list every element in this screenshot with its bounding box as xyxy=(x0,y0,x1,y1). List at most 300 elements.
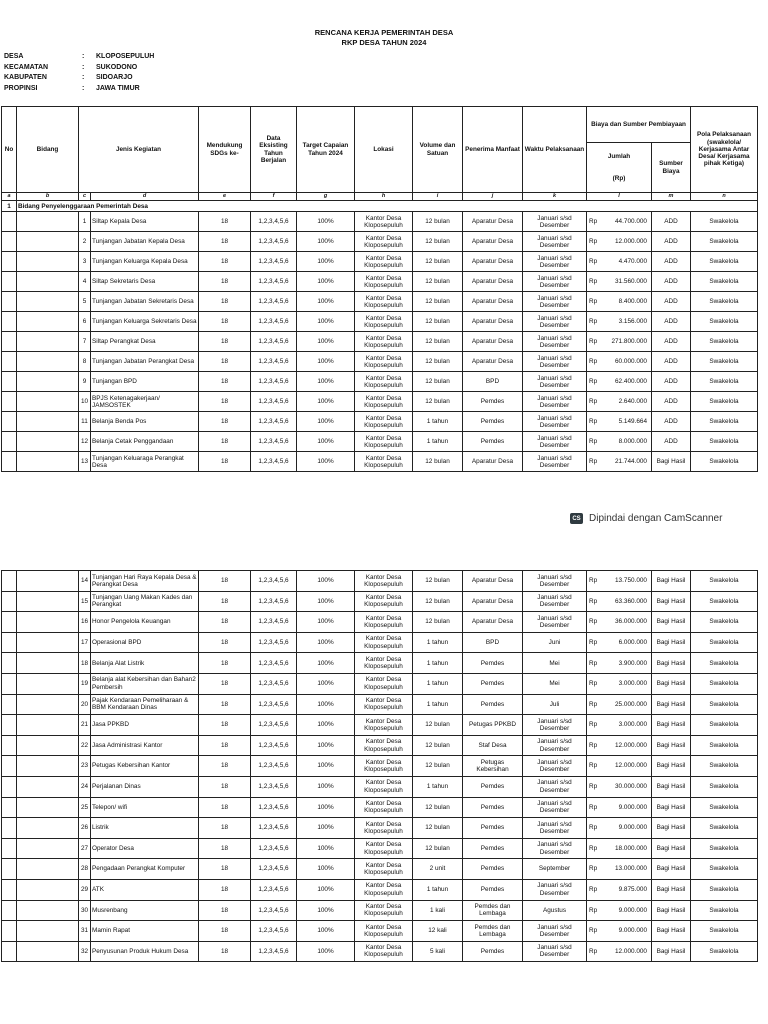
cell-target: 100% xyxy=(297,879,355,900)
col-letter: b xyxy=(17,193,79,201)
col-header-lokasi: Lokasi xyxy=(355,107,413,193)
document-subtitle: RKP DESA TAHUN 2024 xyxy=(341,38,427,47)
cell-jumlah: 5.149.664 xyxy=(601,412,652,432)
cell-pola: Swakelola xyxy=(691,432,758,452)
table-row xyxy=(2,212,758,232)
cell-penerima: Aparatur Desa xyxy=(463,292,523,312)
cell-currency: Rp xyxy=(587,452,601,472)
cell-item-number: 1 xyxy=(79,212,91,232)
meta-value: JAWA TIMUR xyxy=(96,84,140,92)
cell-jenis-kegiatan: Pengadaan Perangkat Komputer xyxy=(91,859,199,880)
cell-penerima: BPD xyxy=(463,372,523,392)
cell-bidang xyxy=(17,292,79,312)
cell-penerima: Pemdes dan Lembaga xyxy=(463,900,523,921)
cell-item-number: 2 xyxy=(79,232,91,252)
cell-lokasi: Kantor Desa Kloposepuluh xyxy=(355,212,413,232)
cell-pola: Swakelola xyxy=(691,900,758,921)
cell-waktu: Januari s/sd Desember xyxy=(523,921,587,942)
cell-volume: 12 bulan xyxy=(413,332,463,352)
table-row xyxy=(2,252,758,272)
cell-item-number: 19 xyxy=(79,673,91,694)
cell-currency: Rp xyxy=(587,900,601,921)
cell-bidang xyxy=(17,941,79,962)
cell-penerima: Pemdes xyxy=(463,694,523,715)
cell-penerima: Aparatur Desa xyxy=(463,332,523,352)
camscanner-icon: CS xyxy=(570,513,583,524)
cell-lokasi: Kantor Desa Kloposepuluh xyxy=(355,715,413,736)
cell-jumlah: 21.744.000 xyxy=(601,452,652,472)
cell-penerima: Pemdes xyxy=(463,859,523,880)
cell-jenis-kegiatan: Tunjangan BPD xyxy=(91,372,199,392)
meta-label: KABUPATEN xyxy=(4,74,47,81)
cell-waktu: Januari s/sd Desember xyxy=(523,292,587,312)
cell-pola: Swakelola xyxy=(691,673,758,694)
cell-sdgs: 18 xyxy=(199,352,251,372)
cell-currency: Rp xyxy=(587,612,601,633)
cell-item-number: 7 xyxy=(79,332,91,352)
cell-sdgs: 18 xyxy=(199,292,251,312)
table-row xyxy=(2,312,758,332)
cell-bidang xyxy=(17,392,79,412)
cell-no xyxy=(2,412,17,432)
cell-sdgs: 18 xyxy=(199,232,251,252)
cell-bidang xyxy=(17,818,79,839)
cell-jenis-kegiatan: Tunjangan Uang Makan Kades dan Perangkat xyxy=(91,591,199,612)
meta-label: DESA xyxy=(4,53,24,60)
cell-target: 100% xyxy=(297,392,355,412)
cell-sumber: Bagi Hasil xyxy=(652,941,691,962)
cell-waktu: Januari s/sd Desember xyxy=(523,591,587,612)
cell-penerima: Pemdes xyxy=(463,818,523,839)
cell-data-eksisting: 1,2,3,4,5,6 xyxy=(251,392,297,412)
cell-lokasi: Kantor Desa Kloposepuluh xyxy=(355,432,413,452)
cell-bidang xyxy=(17,252,79,272)
cell-target: 100% xyxy=(297,673,355,694)
cell-target: 100% xyxy=(297,591,355,612)
table-row xyxy=(2,673,758,694)
cell-sumber: ADD xyxy=(652,292,691,312)
meta-row-kabupaten xyxy=(4,73,154,84)
cell-sumber: Bagi Hasil xyxy=(652,921,691,942)
cell-pola: Swakelola xyxy=(691,272,758,292)
cell-target: 100% xyxy=(297,252,355,272)
cell-sdgs: 18 xyxy=(199,859,251,880)
cell-jenis-kegiatan: Operator Desa xyxy=(91,838,199,859)
col-header-sdgs: Mendukung SDGs ke- xyxy=(199,107,251,193)
cell-jenis-kegiatan: Penyusunan Produk Hukum Desa xyxy=(91,941,199,962)
cell-jenis-kegiatan: Tunjangan Keluarga Kepala Desa xyxy=(91,252,199,272)
cell-lokasi: Kantor Desa Kloposepuluh xyxy=(355,838,413,859)
cell-volume: 12 bulan xyxy=(413,292,463,312)
meta-value: KLOPOSEPULUH xyxy=(96,53,155,60)
cell-item-number: 30 xyxy=(79,900,91,921)
col-letter: a xyxy=(2,193,17,201)
cell-jenis-kegiatan: Belanja Benda Pos xyxy=(91,412,199,432)
cell-data-eksisting: 1,2,3,4,5,6 xyxy=(251,212,297,232)
table-row xyxy=(2,818,758,839)
cell-sdgs: 18 xyxy=(199,673,251,694)
col-header-waktu: Waktu Pelaksanaan xyxy=(523,107,587,193)
cell-lokasi: Kantor Desa Kloposepuluh xyxy=(355,452,413,472)
table-row xyxy=(2,332,758,352)
cell-bidang xyxy=(17,412,79,432)
cell-lokasi: Kantor Desa Kloposepuluh xyxy=(355,292,413,312)
cell-currency: Rp xyxy=(587,715,601,736)
cell-currency: Rp xyxy=(587,653,601,674)
cell-currency: Rp xyxy=(587,818,601,839)
col-header-data-eksisting: Data Eksisting Tahun Berjalan xyxy=(251,107,297,193)
cell-penerima: Aparatur Desa xyxy=(463,591,523,612)
cell-sdgs: 18 xyxy=(199,212,251,232)
cell-volume: 12 bulan xyxy=(413,232,463,252)
cell-item-number: 14 xyxy=(79,571,91,592)
cell-jenis-kegiatan: BPJS Ketenagakerjaan/ JAMSOSTEK xyxy=(91,392,199,412)
cell-jenis-kegiatan: Tunjangan Hari Raya Kepala Desa & Perangkat Desa xyxy=(91,571,199,592)
cell-waktu: Januari s/sd Desember xyxy=(523,212,587,232)
table-row xyxy=(2,452,758,472)
cell-sdgs: 18 xyxy=(199,838,251,859)
cell-bidang xyxy=(17,756,79,777)
cell-waktu: Mei xyxy=(523,653,587,674)
cell-volume: 12 bulan xyxy=(413,392,463,412)
cell-no xyxy=(2,372,17,392)
cell-jumlah: 6.000.000 xyxy=(601,632,652,653)
table-row xyxy=(2,735,758,756)
cell-waktu: Januari s/sd Desember xyxy=(523,941,587,962)
cell-penerima: Aparatur Desa xyxy=(463,571,523,592)
cell-currency: Rp xyxy=(587,879,601,900)
cell-penerima: Aparatur Desa xyxy=(463,312,523,332)
cell-target: 100% xyxy=(297,797,355,818)
cell-waktu: Januari s/sd Desember xyxy=(523,756,587,777)
cell-no xyxy=(2,212,17,232)
cell-waktu: Januari s/sd Desember xyxy=(523,232,587,252)
cell-lokasi: Kantor Desa Kloposepuluh xyxy=(355,312,413,332)
col-header-target: Target Capaian Tahun 2024 xyxy=(297,107,355,193)
cell-lokasi: Kantor Desa Kloposepuluh xyxy=(355,797,413,818)
cell-penerima: Petugas Kebersihan xyxy=(463,756,523,777)
cell-bidang xyxy=(17,673,79,694)
col-header-penerima: Penerima Manfaat xyxy=(463,107,523,193)
cell-volume: 12 bulan xyxy=(413,571,463,592)
cell-currency: Rp xyxy=(587,372,601,392)
cell-sumber: ADD xyxy=(652,312,691,332)
cell-item-number: 21 xyxy=(79,715,91,736)
cell-no xyxy=(2,941,17,962)
col-header-rp: (Rp) xyxy=(612,174,626,182)
location-info xyxy=(4,52,154,94)
cell-item-number: 13 xyxy=(79,452,91,472)
cell-bidang xyxy=(17,312,79,332)
cell-bidang xyxy=(17,272,79,292)
cell-sumber: ADD xyxy=(652,332,691,352)
cell-lokasi: Kantor Desa Kloposepuluh xyxy=(355,776,413,797)
cell-no xyxy=(2,452,17,472)
cell-jumlah: 30.000.000 xyxy=(601,776,652,797)
cell-currency: Rp xyxy=(587,392,601,412)
cell-volume: 1 tahun xyxy=(413,879,463,900)
cell-jenis-kegiatan: Jasa PPKBD xyxy=(91,715,199,736)
cell-no xyxy=(2,432,17,452)
cell-no xyxy=(2,735,17,756)
cell-item-number: 17 xyxy=(79,632,91,653)
table-row xyxy=(2,900,758,921)
section-row xyxy=(2,201,758,212)
table-row xyxy=(2,612,758,633)
cell-waktu: Januari s/sd Desember xyxy=(523,818,587,839)
cell-pola: Swakelola xyxy=(691,232,758,252)
cell-pola: Swakelola xyxy=(691,612,758,633)
cell-item-number: 25 xyxy=(79,797,91,818)
cell-no xyxy=(2,653,17,674)
col-letter: e xyxy=(199,193,251,201)
cell-sumber: ADD xyxy=(652,212,691,232)
cell-data-eksisting: 1,2,3,4,5,6 xyxy=(251,332,297,352)
meta-row-desa xyxy=(4,52,154,63)
col-letter: h xyxy=(355,193,413,201)
cell-sdgs: 18 xyxy=(199,412,251,432)
cell-sdgs: 18 xyxy=(199,715,251,736)
cell-no xyxy=(2,694,17,715)
cell-lokasi: Kantor Desa Kloposepuluh xyxy=(355,653,413,674)
cell-target: 100% xyxy=(297,372,355,392)
cell-data-eksisting: 1,2,3,4,5,6 xyxy=(251,632,297,653)
cell-sumber: ADD xyxy=(652,352,691,372)
cell-pola: Swakelola xyxy=(691,212,758,232)
cell-target: 100% xyxy=(297,312,355,332)
cell-penerima: Pemdes xyxy=(463,412,523,432)
cell-sdgs: 18 xyxy=(199,591,251,612)
cell-sumber: Bagi Hasil xyxy=(652,838,691,859)
cell-waktu: Januari s/sd Desember xyxy=(523,332,587,352)
cell-target: 100% xyxy=(297,432,355,452)
cell-jenis-kegiatan: Musrenbang xyxy=(91,900,199,921)
cell-jumlah: 9.875.000 xyxy=(601,879,652,900)
cell-jumlah: 18.000.000 xyxy=(601,838,652,859)
cell-sumber: ADD xyxy=(652,232,691,252)
col-letter: i xyxy=(413,193,463,201)
table-row xyxy=(2,571,758,592)
cell-target: 100% xyxy=(297,212,355,232)
cell-bidang xyxy=(17,212,79,232)
cell-no xyxy=(2,715,17,736)
cell-penerima: Aparatur Desa xyxy=(463,352,523,372)
cell-jenis-kegiatan: Tunjangan Keluaraga Perangkat Desa xyxy=(91,452,199,472)
cell-jenis-kegiatan: Operasional BPD xyxy=(91,632,199,653)
cell-currency: Rp xyxy=(587,571,601,592)
cell-sdgs: 18 xyxy=(199,653,251,674)
cell-target: 100% xyxy=(297,612,355,633)
cell-sdgs: 18 xyxy=(199,776,251,797)
cell-pola: Swakelola xyxy=(691,591,758,612)
cell-lokasi: Kantor Desa Kloposepuluh xyxy=(355,921,413,942)
cell-sumber: Bagi Hasil xyxy=(652,653,691,674)
col-header-jumlah-label: Jumlah xyxy=(607,153,631,161)
cell-pola: Swakelola xyxy=(691,694,758,715)
cell-currency: Rp xyxy=(587,232,601,252)
cell-item-number: 24 xyxy=(79,776,91,797)
table-row xyxy=(2,838,758,859)
cell-currency: Rp xyxy=(587,838,601,859)
cell-jumlah: 12.000.000 xyxy=(601,756,652,777)
cell-volume: 12 bulan xyxy=(413,797,463,818)
cell-target: 100% xyxy=(297,332,355,352)
cell-currency: Rp xyxy=(587,859,601,880)
document-title-block xyxy=(0,28,768,48)
cell-penerima: Petugas PPKBD xyxy=(463,715,523,736)
cell-data-eksisting: 1,2,3,4,5,6 xyxy=(251,653,297,674)
cell-volume: 12 bulan xyxy=(413,715,463,736)
cell-data-eksisting: 1,2,3,4,5,6 xyxy=(251,735,297,756)
cell-volume: 1 tahun xyxy=(413,673,463,694)
cell-penerima: BPD xyxy=(463,632,523,653)
cell-currency: Rp xyxy=(587,212,601,232)
cell-sdgs: 18 xyxy=(199,694,251,715)
cell-no xyxy=(2,591,17,612)
cell-waktu: Juli xyxy=(523,694,587,715)
cell-jenis-kegiatan: Belanja Cetak Penggandaan xyxy=(91,432,199,452)
cell-sdgs: 18 xyxy=(199,735,251,756)
cell-penerima: Aparatur Desa xyxy=(463,612,523,633)
meta-colon: : xyxy=(82,84,85,92)
cell-item-number: 9 xyxy=(79,372,91,392)
cell-pola: Swakelola xyxy=(691,735,758,756)
cell-volume: 12 bulan xyxy=(413,272,463,292)
cell-waktu: Januari s/sd Desember xyxy=(523,272,587,292)
cell-pola: Swakelola xyxy=(691,452,758,472)
cell-bidang xyxy=(17,571,79,592)
cell-sdgs: 18 xyxy=(199,372,251,392)
cell-target: 100% xyxy=(297,838,355,859)
cell-target: 100% xyxy=(297,352,355,372)
cell-no xyxy=(2,232,17,252)
cell-bidang xyxy=(17,694,79,715)
cell-pola: Swakelola xyxy=(691,921,758,942)
cell-waktu: Januari s/sd Desember xyxy=(523,879,587,900)
table-row xyxy=(2,797,758,818)
cell-jenis-kegiatan: Belanja alat Kebersihan dan Bahan2 Pembersih xyxy=(91,673,199,694)
cell-data-eksisting: 1,2,3,4,5,6 xyxy=(251,921,297,942)
cell-item-number: 27 xyxy=(79,838,91,859)
cell-penerima: Aparatur Desa xyxy=(463,252,523,272)
cell-lokasi: Kantor Desa Kloposepuluh xyxy=(355,372,413,392)
table-row xyxy=(2,632,758,653)
cell-no xyxy=(2,332,17,352)
cell-jenis-kegiatan: Siltap Kepala Desa xyxy=(91,212,199,232)
cell-data-eksisting: 1,2,3,4,5,6 xyxy=(251,879,297,900)
camscanner-text: Dipindai dengan CamScanner xyxy=(589,513,723,524)
cell-penerima: Pemdes xyxy=(463,776,523,797)
cell-pola: Swakelola xyxy=(691,715,758,736)
cell-pola: Swakelola xyxy=(691,653,758,674)
cell-volume: 5 kali xyxy=(413,941,463,962)
col-letter: f xyxy=(251,193,297,201)
col-header-jumlah xyxy=(587,143,652,193)
cell-sumber: ADD xyxy=(652,412,691,432)
cell-sdgs: 18 xyxy=(199,272,251,292)
cell-sdgs: 18 xyxy=(199,252,251,272)
col-header-volume: Volume dan Satuan xyxy=(413,107,463,193)
cell-lokasi: Kantor Desa Kloposepuluh xyxy=(355,412,413,432)
cell-volume: 1 tahun xyxy=(413,412,463,432)
cell-lokasi: Kantor Desa Kloposepuluh xyxy=(355,859,413,880)
cell-bidang xyxy=(17,452,79,472)
cell-target: 100% xyxy=(297,232,355,252)
table-row xyxy=(2,921,758,942)
cell-sdgs: 18 xyxy=(199,756,251,777)
cell-bidang xyxy=(17,735,79,756)
table-row xyxy=(2,232,758,252)
cell-target: 100% xyxy=(297,941,355,962)
cell-penerima: Staf Desa xyxy=(463,735,523,756)
cell-no xyxy=(2,571,17,592)
cell-bidang xyxy=(17,332,79,352)
cell-target: 100% xyxy=(297,921,355,942)
cell-sdgs: 18 xyxy=(199,632,251,653)
table-row xyxy=(2,694,758,715)
cell-data-eksisting: 1,2,3,4,5,6 xyxy=(251,900,297,921)
cell-lokasi: Kantor Desa Kloposepuluh xyxy=(355,879,413,900)
cell-sumber: ADD xyxy=(652,432,691,452)
cell-target: 100% xyxy=(297,735,355,756)
cell-no xyxy=(2,272,17,292)
cell-waktu: Januari s/sd Desember xyxy=(523,412,587,432)
cell-no xyxy=(2,838,17,859)
col-letter: d xyxy=(91,193,199,201)
cell-lokasi: Kantor Desa Kloposepuluh xyxy=(355,252,413,272)
cell-sumber: Bagi Hasil xyxy=(652,756,691,777)
cell-waktu: Januari s/sd Desember xyxy=(523,571,587,592)
cell-data-eksisting: 1,2,3,4,5,6 xyxy=(251,352,297,372)
cell-jenis-kegiatan: Pajak Kendaraan Pemeliharaan & BBM Kendaraan Dinas xyxy=(91,694,199,715)
cell-currency: Rp xyxy=(587,332,601,352)
cell-currency: Rp xyxy=(587,797,601,818)
cell-sdgs: 18 xyxy=(199,818,251,839)
cell-volume: 12 bulan xyxy=(413,452,463,472)
cell-no xyxy=(2,292,17,312)
cell-sumber: Bagi Hasil xyxy=(652,900,691,921)
cell-data-eksisting: 1,2,3,4,5,6 xyxy=(251,715,297,736)
cell-data-eksisting: 1,2,3,4,5,6 xyxy=(251,776,297,797)
cell-jumlah: 9.000.000 xyxy=(601,921,652,942)
cell-no xyxy=(2,392,17,412)
cell-currency: Rp xyxy=(587,673,601,694)
cell-currency: Rp xyxy=(587,252,601,272)
cell-jumlah: 9.000.000 xyxy=(601,797,652,818)
cell-bidang xyxy=(17,921,79,942)
cell-sumber: Bagi Hasil xyxy=(652,591,691,612)
cell-sumber: Bagi Hasil xyxy=(652,818,691,839)
col-letter: g xyxy=(297,193,355,201)
cell-volume: 12 bulan xyxy=(413,838,463,859)
cell-sdgs: 18 xyxy=(199,312,251,332)
cell-no xyxy=(2,797,17,818)
cell-jumlah: 12.000.000 xyxy=(601,232,652,252)
meta-label: PROPINSI xyxy=(4,84,38,92)
cell-lokasi: Kantor Desa Kloposepuluh xyxy=(355,756,413,777)
cell-lokasi: Kantor Desa Kloposepuluh xyxy=(355,232,413,252)
cell-jenis-kegiatan: ATK xyxy=(91,879,199,900)
cell-jumlah: 3.000.000 xyxy=(601,673,652,694)
cell-no xyxy=(2,776,17,797)
cell-item-number: 16 xyxy=(79,612,91,633)
cell-no xyxy=(2,632,17,653)
cell-pola: Swakelola xyxy=(691,571,758,592)
cell-volume: 12 bulan xyxy=(413,818,463,839)
cell-no xyxy=(2,879,17,900)
cell-no xyxy=(2,352,17,372)
cell-waktu: Januari s/sd Desember xyxy=(523,715,587,736)
